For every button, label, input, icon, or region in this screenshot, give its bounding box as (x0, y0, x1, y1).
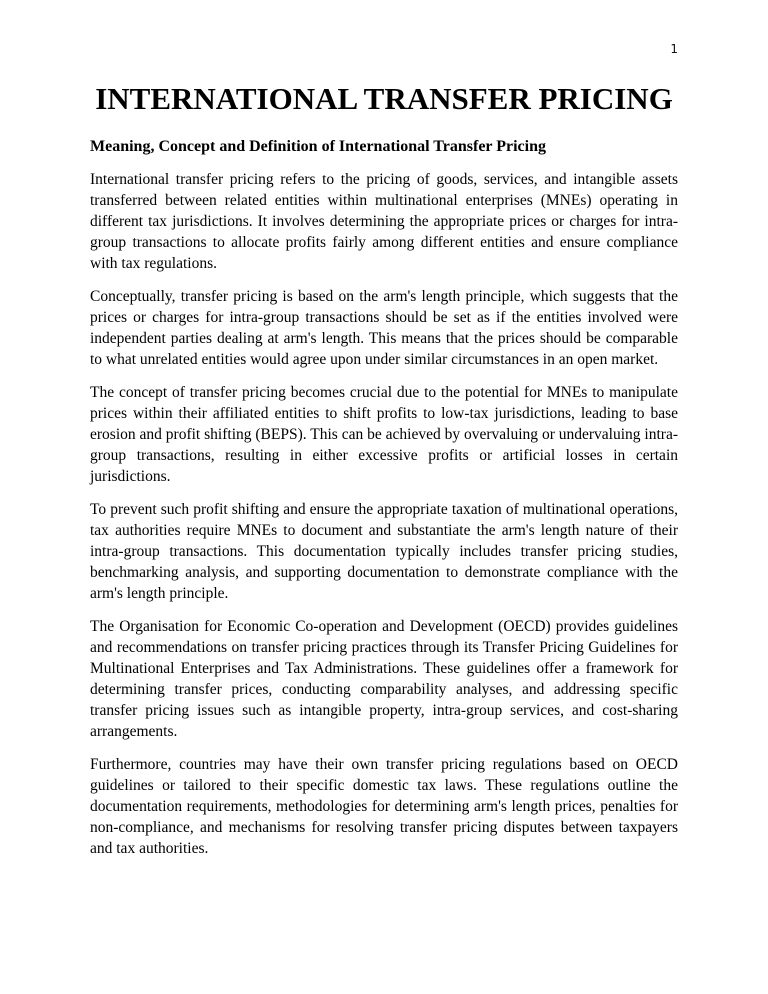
paragraph-definition: International transfer pricing refers to the pricing of goods, services, and intangible assets transferred between related entities within multinational enterprises (MNEs) operating in different tax jurisdictions. It involves determining the appropriate prices or charges for intra-group transactions to allocate profits fairly among different entities and ensure compliance with tax regulations. (90, 171, 678, 272)
document-title: INTERNATIONAL TRANSFER PRICING (95, 81, 673, 116)
paragraph-beps: The concept of transfer pricing becomes crucial due to the potential for MNEs to manipulate prices within their affiliated entities to shift profits to low-tax jurisdictions, leading to base erosion and profit shifting (BEPS). This can be achieved by overvaluing or undervaluing intra-group transactions, resulting in either excessive profits or artificial losses in certain jurisdictions. (90, 384, 678, 485)
paragraph-country-regulations: Furthermore, countries may have their own transfer pricing regulations based on OECD guidelines or tailored to their specific domestic tax laws. These regulations outline the documentation requirements, methodologies for determining arm's length prices, penalties for non-compliance, and mechanisms for resolving transfer pricing disputes between taxpayers and tax authorities. (90, 756, 678, 857)
document-body (90, 169, 678, 859)
section-heading: Meaning, Concept and Definition of International Transfer Pricing (90, 138, 546, 155)
page-number: 1 (670, 42, 678, 56)
paragraph-arms-length-principle: Conceptually, transfer pricing is based on the arm's length principle, which suggests that the prices or charges for intra-group transactions should be set as if the entities involved were independent parties dealing at arm's length. This means that the prices should be comparable to what unrelated entities would agree upon under similar circumstances in an open market. (90, 288, 678, 368)
paragraph-oecd-guidelines: The Organisation for Economic Co-operation and Development (OECD) provides guidelines and recommendations on transfer pricing practices through its Transfer Pricing Guidelines for Multinational Enterprises and Tax Administrations. These guidelines offer a framework for determining transfer prices, conducting comparability analyses, and addressing specific transfer pricing issues such as intangible property, intra-group services, and cost-sharing arrangements. (90, 618, 678, 740)
paragraph-documentation: To prevent such profit shifting and ensure the appropriate taxation of multinational operations, tax authorities require MNEs to document and substantiate the arm's length nature of their intra-group transactions. This documentation typically includes transfer pricing studies, benchmarking analysis, and supporting documentation to demonstrate compliance with the arm's length principle. (90, 501, 678, 602)
